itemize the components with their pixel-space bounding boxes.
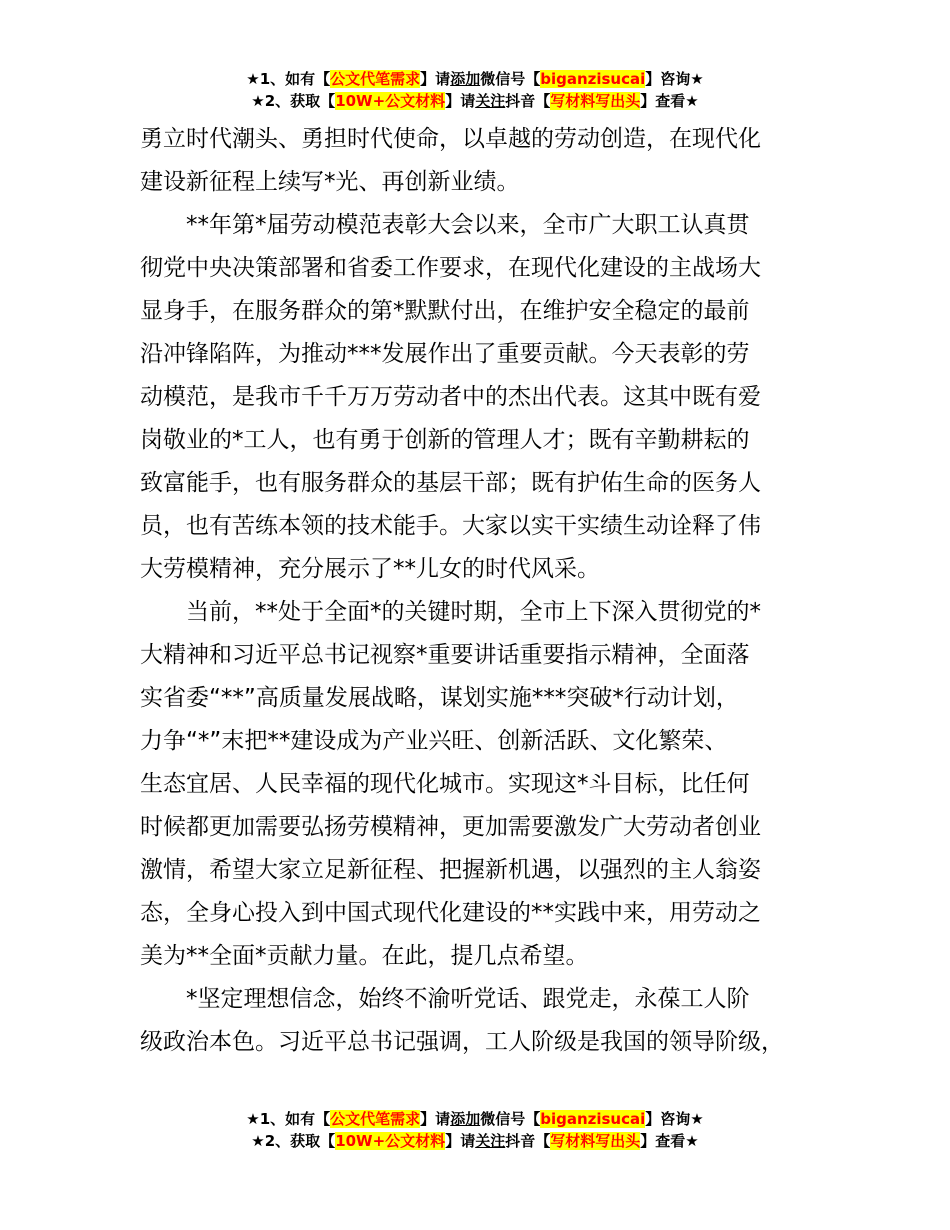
- text-line: 态，全身心投入到中国式现代化建设的**实践中来，用劳动之: [140, 900, 761, 926]
- banner-text: 】请: [445, 1132, 476, 1150]
- banner-text: ★1、如有【: [246, 70, 331, 88]
- banner-line-2: [0, 90, 950, 112]
- highlight-materials: 10W+公文材料: [335, 1132, 446, 1150]
- text-line: *坚定理想信念，始终不渝听党话、跟党走，永葆工人阶: [140, 986, 750, 1012]
- highlight-wechat-id: biganzisucai: [540, 1110, 646, 1128]
- text-line: 岗敬业的*工人，也有勇于创新的管理人才；既有辛勤耕耘的: [140, 427, 750, 453]
- text-line: 动模范，是我市千千万万劳动者中的杰出代表。这其中既有爱: [140, 384, 761, 410]
- banner-text: 】咨询★: [645, 1110, 704, 1128]
- paragraph: [140, 978, 820, 1064]
- text-line: 彻党中央决策部署和省委工作要求，在现代化建设的主战场大: [140, 255, 761, 281]
- text-line: 大精神和习近平总书记视察*重要讲话重要指示精神，全面落: [140, 642, 750, 668]
- banner-text: ★1、如有【: [246, 1110, 331, 1128]
- text-line: 建设新征程上续写*光、再创新业绩。: [140, 169, 520, 195]
- text-line: 激情，希望大家立足新征程、把握新机遇，以强烈的主人翁姿: [140, 857, 761, 883]
- text-line: 显身手，在服务群众的第*默默付出，在维护安全稳定的最前: [140, 298, 750, 324]
- text-line: 美为**全面*贡献力量。在此，提几点希望。: [140, 943, 589, 969]
- underlined-follow: 关注: [475, 92, 506, 110]
- underlined-add: 添加: [450, 70, 481, 88]
- highlight-materials: 10W+公文材料: [335, 92, 446, 110]
- paragraph: [140, 204, 820, 591]
- banner-text: 抖音【: [505, 92, 551, 110]
- text-line: 级政治本色。习近平总书记强调，工人阶级是我国的领导阶级，: [140, 1029, 784, 1055]
- banner-text: 微信号【: [480, 1110, 541, 1128]
- banner-text: ★2、获取【: [251, 92, 336, 110]
- footer-banner: [0, 1108, 950, 1152]
- paragraph: [140, 591, 820, 978]
- banner-text: 】查看★: [640, 1132, 699, 1150]
- banner-text: 】咨询★: [645, 70, 704, 88]
- text-line: 勇立时代潮头、勇担时代使命，以卓越的劳动创造，在现代化: [140, 126, 761, 152]
- text-line: 沿冲锋陷阵，为推动***发展作出了重要贡献。今天表彰的劳: [140, 341, 750, 367]
- paragraph: [140, 118, 820, 204]
- header-banner: [0, 68, 950, 112]
- highlight-douyin: 写材料写出头: [550, 92, 641, 110]
- text-line: 时候都更加需要弘扬劳模精神，更加需要激发广大劳动者创业: [140, 814, 761, 840]
- document-body: [140, 118, 820, 1064]
- banner-line-1: [0, 68, 950, 90]
- text-line: **年第*届劳动模范表彰大会以来，全市广大职工认真贯: [140, 212, 750, 238]
- text-line: 当前，**处于全面*的关键时期，全市上下深入贯彻党的*: [140, 599, 761, 625]
- banner-text: ★2、获取【: [251, 1132, 336, 1150]
- banner-text: 】查看★: [640, 92, 699, 110]
- banner-line-1: [0, 1108, 950, 1130]
- banner-text: 微信号【: [480, 70, 541, 88]
- highlight-ghostwriting: 公文代笔需求: [330, 70, 421, 88]
- text-line: 致富能手，也有服务群众的基层干部；既有护佑生命的医务人: [140, 470, 761, 496]
- text-line: 实省委“**”高质量发展战略，谋划实施***突破*行动计划，: [140, 685, 739, 711]
- text-line: 员，也有苦练本领的技术能手。大家以实干实绩生动诠释了伟: [140, 513, 761, 539]
- banner-text: 】请: [420, 70, 451, 88]
- highlight-wechat-id: biganzisucai: [540, 70, 646, 88]
- highlight-douyin: 写材料写出头: [550, 1132, 641, 1150]
- banner-text: 抖音【: [505, 1132, 551, 1150]
- text-line: 大劳模精神，充分展示了**儿女的时代风采。: [140, 556, 600, 582]
- underlined-add: 添加: [450, 1110, 481, 1128]
- banner-line-2: [0, 1130, 950, 1152]
- highlight-ghostwriting: 公文代笔需求: [330, 1110, 421, 1128]
- text-line: 生态宜居、人民幸福的现代化城市。实现这*斗目标，比任何: [140, 771, 750, 797]
- banner-text: 】请: [445, 92, 476, 110]
- text-line: 力争“*”末把**建设成为产业兴旺、创新活跃、文化繁荣、: [140, 728, 728, 754]
- underlined-follow: 关注: [475, 1132, 506, 1150]
- banner-text: 】请: [420, 1110, 451, 1128]
